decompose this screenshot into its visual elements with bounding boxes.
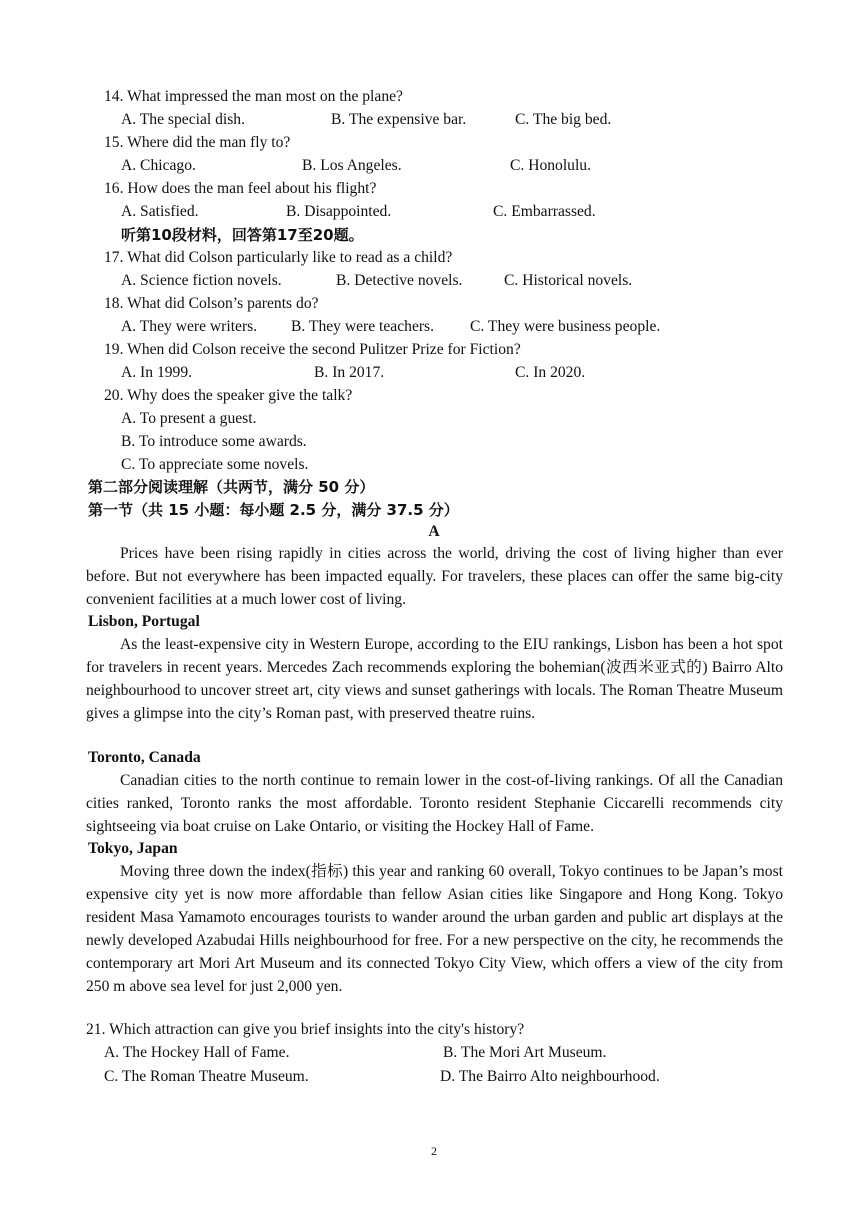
section-10-instruction: 听第10段材料，回答第17至20题。 bbox=[121, 226, 364, 244]
option-c[interactable]: C. Historical novels. bbox=[504, 272, 633, 289]
question-14-stem: 14. What impressed the man most on the plane? bbox=[104, 88, 403, 105]
question-19-stem: 19. When did Colson receive the second Pulitzer Prize for Fiction? bbox=[104, 341, 521, 358]
option-b[interactable]: B. The Mori Art Museum. bbox=[443, 1044, 607, 1061]
option-c[interactable]: C. To appreciate some novels. bbox=[121, 456, 309, 473]
option-b[interactable]: B. Detective novels. bbox=[336, 272, 463, 289]
question-15-stem: 15. Where did the man fly to? bbox=[104, 134, 291, 151]
option-a[interactable]: A. Chicago. bbox=[121, 157, 196, 174]
option-c[interactable]: C. They were business people. bbox=[470, 318, 661, 335]
question-21-stem: 21. Which attraction can give you brief insights into the city's history? bbox=[86, 1021, 525, 1038]
option-a[interactable]: A. In 1999. bbox=[121, 364, 193, 381]
option-a[interactable]: A. To present a guest. bbox=[121, 410, 257, 427]
tokyo-heading: Tokyo, Japan bbox=[88, 840, 178, 857]
option-a[interactable]: A. They were writers. bbox=[121, 318, 258, 335]
option-b[interactable]: B. In 2017. bbox=[314, 364, 385, 381]
part-2-heading: 第二部分阅读理解（共两节，满分 50 分） bbox=[88, 478, 375, 496]
option-a[interactable]: A. The Hockey Hall of Fame. bbox=[104, 1044, 290, 1061]
lisbon-paragraph: As the least-expensive city in Western Europe, according to the EIU rankings, Lisbon has been a hot spot for travelers in recent years. Mercedes Zach recommends exploring the bohemian(波西米亚式的) Bairro Alto neighbourhood to uncover street art, city views and sunset gatherings with locals. The Roman Theatre Museum gives a glimpse into the city’s Roman past, with preserved theatre ruins. bbox=[86, 636, 783, 722]
page-number: 2 bbox=[431, 1144, 437, 1158]
question-20-stem: 20. Why does the speaker give the talk? bbox=[104, 387, 353, 404]
option-d[interactable]: D. The Bairro Alto neighbourhood. bbox=[440, 1068, 660, 1085]
lisbon-heading: Lisbon, Portugal bbox=[88, 613, 200, 630]
toronto-paragraph: Canadian cities to the north continue to remain lower in the cost-of-living rankings. Of all the Canadian cities ranked, Toronto ranks the most affordable. Toronto resident Stephanie Ciccarelli recommends city sightseeing via boat cruise on Lake Ontario, or visiting the Hockey Hall of Fame. bbox=[86, 772, 783, 835]
passage-letter: A bbox=[428, 523, 440, 540]
toronto-heading: Toronto, Canada bbox=[88, 749, 201, 766]
option-a[interactable]: A. Science fiction novels. bbox=[121, 272, 282, 289]
option-b[interactable]: B. Disappointed. bbox=[286, 203, 392, 220]
tokyo-paragraph: Moving three down the index(指标) this year and ranking 60 overall, Tokyo continues to be Japan’s most expensive city yet is now more affordable than fellow Asian cities like Singapore and Hong Kong. Tokyo resident Masa Yamamoto encourages tourists to wander around the urban garden and public art displays at the newly developed Azabudai Hills neighbourhood for free. For a new perspective on the city, he recommends the contemporary art Mori Art Museum and its connected Tokyo City View, which offers a view of the city from 250 m above sea level for just 2,000 yen. bbox=[86, 863, 783, 995]
option-a[interactable]: A. Satisfied. bbox=[121, 203, 199, 220]
option-c[interactable]: C. Honolulu. bbox=[510, 157, 592, 174]
question-16-stem: 16. How does the man feel about his flight? bbox=[104, 180, 377, 197]
option-b[interactable]: B. Los Angeles. bbox=[302, 157, 402, 174]
question-18-stem: 18. What did Colson’s parents do? bbox=[104, 295, 319, 312]
option-b[interactable]: B. The expensive bar. bbox=[331, 111, 467, 128]
option-c[interactable]: C. Embarrassed. bbox=[493, 203, 596, 220]
question-17-stem: 17. What did Colson particularly like to read as a child? bbox=[104, 249, 453, 266]
option-c[interactable]: C. The Roman Theatre Museum. bbox=[104, 1068, 309, 1085]
option-b[interactable]: B. They were teachers. bbox=[291, 318, 435, 335]
option-c[interactable]: C. In 2020. bbox=[515, 364, 586, 381]
option-b[interactable]: B. To introduce some awards. bbox=[121, 433, 307, 450]
option-c[interactable]: C. The big bed. bbox=[515, 111, 612, 128]
passage-intro: Prices have been rising rapidly in cities across the world, driving the cost of living higher than ever before. But not everywhere has been impacted equally. For travelers, these places can offer the same big-city convenient facilities at a much lower cost of living. bbox=[86, 545, 783, 608]
option-a[interactable]: A. The special dish. bbox=[121, 111, 246, 128]
section-1-heading: 第一节（共 15 小题：每小题 2.5 分，满分 37.5 分） bbox=[88, 501, 459, 519]
